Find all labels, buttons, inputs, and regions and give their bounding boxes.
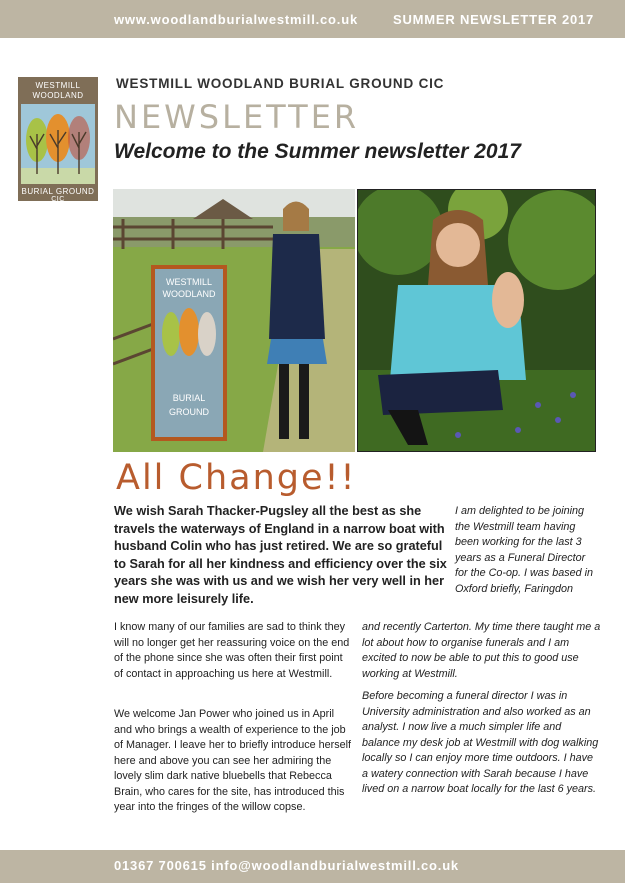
welcome-subtitle: Welcome to the Summer newsletter 2017 — [114, 140, 521, 163]
contact-details[interactable]: 01367 700615 info@woodlandburialwestmill.co.uk — [114, 858, 459, 873]
edition-label: SUMMER NEWSLETTER 2017 — [393, 12, 595, 27]
paragraph-families: I know many of our families are sad to think they will no longer get her reassuring voice on the end of the phone since she was often their first point of contact in approaching us here at Westmill. — [114, 621, 350, 680]
sign-line2: WOODLAND — [162, 289, 216, 299]
logo-trees-image — [21, 104, 95, 184]
sign-line4: GROUND — [169, 407, 209, 417]
sign-line3: BURIAL — [172, 393, 206, 403]
logo-top-line1: WESTMILL — [35, 81, 81, 90]
logo-bottom-line2: CIC — [51, 196, 65, 203]
newsletter-title: NEWSLETTER — [114, 98, 360, 136]
jan-intro-part1: I am delighted to be joining the Westmill team having been working for the last 3 years as a Funeral Director for the Co-op. I was based in Oxford briefly, Faringdon — [455, 505, 594, 595]
jan-intro-part3: Before becoming a funeral director I was in University administration and also worked as an analyst. I now live a much simpler life and balance my desk job at Westmill with dog walking locally so I can enjoy more time outdoors. I have a watery connection with Sarah because I have lived on a narrow boat locally for the last 6 years. — [362, 690, 599, 795]
photo-jan-bluebells — [357, 189, 596, 452]
photo-jan-at-sign — [113, 189, 355, 452]
westmill-logo — [18, 77, 98, 201]
article-headline: All Change!! — [116, 458, 357, 498]
paragraph-welcome-jan: We welcome Jan Power who joined us in April and who brings a wealth of experience to the job of Manager. I leave her to briefly introduce herself here and above you can see her admiring the lovely slim dark native bluebells that Rebecca Brain, who cares for the site, has introduced this year into the fringes of the willow copse. — [114, 708, 352, 813]
logo-bottom-line1: BURIAL GROUND — [21, 187, 95, 196]
sign-line1: WESTMILL — [165, 277, 213, 287]
jan-intro-part2: and recently Carterton. My time there taught me a lot about how to organise funerals and I am excited to now be able to put this to good use working at Westmill. — [362, 621, 601, 680]
lead-paragraph: We wish Sarah Thacker-Pugsley all the best as she travels the waterways of England in a narrow boat with husband Colin who has just retired. We are so grateful to Sarah for all her kindness and efficiency over the six years she was with us and we wish her very well in her new more leisurely life. — [114, 504, 447, 606]
footer-bar — [0, 850, 625, 883]
website-url[interactable]: www.woodlandburialwestmill.co.uk — [114, 12, 358, 27]
header-bar — [0, 0, 625, 38]
logo-top-line2: WOODLAND — [32, 91, 84, 100]
organisation-name: WESTMILL WOODLAND BURIAL GROUND CIC — [116, 76, 445, 91]
